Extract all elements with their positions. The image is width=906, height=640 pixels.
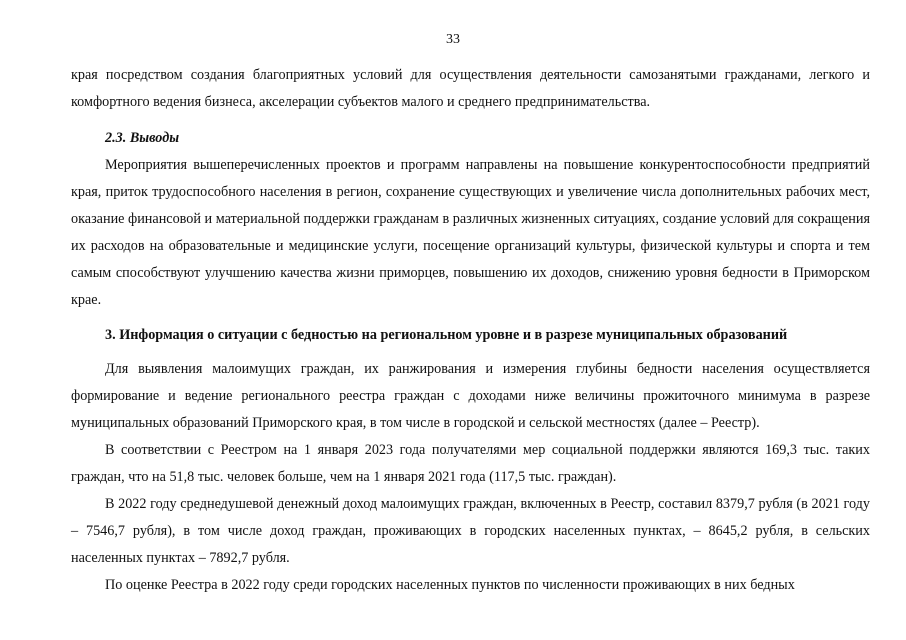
section-2-3-paragraph: Мероприятия вышеперечисленных проектов и программ направлены на повышение конкурентоспособности предприятий края, приток трудоспособного населения в регион, сохранение существующих и увеличение числа дополнительных рабочих мест, оказание финансовой и материальной поддержки гражданам в различных жизненных ситуациях, создание условий для сокращения их расходов на образовательные и медицинские услуги, посещение организаций культуры, физической культуры и спорта и тем самым способствуют улучшению качества жизни приморцев, повышению их доходов, снижению уровня бедности в Приморском крае. [71, 157, 870, 308]
document-body [71, 62, 870, 599]
section-2-3-heading: 2.3. Выводы [105, 130, 180, 146]
section-3-paragraph-3: В 2022 году среднедушевой денежный доход малоимущих граждан, включенных в Реестр, составил 8379,7 рубля (в 2021 году – 7546,7 рубля), в том числе доход граждан, проживающих в городских населенных пунктах, – 8645,2 рубля, в сельских населенных пунктах – 7892,7 рубля. [71, 496, 870, 566]
section-3-paragraph-1: Для выявления малоимущих граждан, их ранжирования и измерения глубины бедности населения осуществляется формирование и ведение регионального реестра граждан с доходами ниже величины прожиточного минимума в разрезе муниципальных образований Приморского края, в том числе в городской и сельской местностях (далее – Реестр). [71, 361, 870, 431]
page-number: 33 [446, 32, 460, 47]
intro-paragraph: края посредством создания благоприятных условий для осуществления деятельности самозанятыми гражданами, легкого и комфортного ведения бизнеса, акселерации субъектов малого и среднего предпринимательства. [71, 67, 870, 110]
section-3-paragraph-2: В соответствии с Реестром на 1 января 2023 года получателями мер социальной поддержки являются 169,3 тыс. таких граждан, что на 51,8 тыс. человек больше, чем на 1 января 2021 года (117,5 тыс. граждан). [71, 442, 870, 485]
section-3-heading: 3. Информация о ситуации с бедностью на региональном уровне и в разрезе муниципальных образований [105, 327, 788, 343]
section-3-paragraph-4: По оценке Реестра в 2022 году среди городских населенных пунктов по численности проживающих в них бедных [105, 577, 795, 593]
